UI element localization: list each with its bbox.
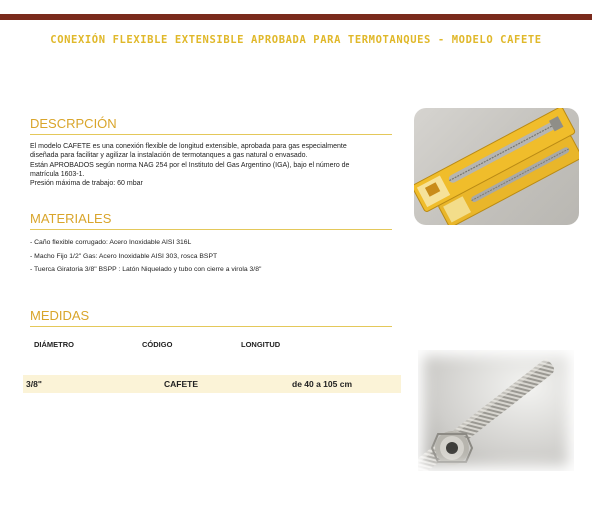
column-header-diameter: DIÁMETRO [34, 340, 74, 349]
measures-heading: MEDIDAS [30, 308, 90, 323]
column-header-code: CÓDIGO [142, 340, 173, 349]
product-package-photo [414, 108, 579, 225]
description-divider [30, 134, 392, 135]
description-line: Presión máxima de trabajo: 60 mbar [30, 180, 143, 188]
description-text [30, 142, 398, 188]
materials-divider [30, 229, 392, 230]
cell-length: de 40 a 105 cm [292, 379, 353, 389]
product-blister-pack-icon [414, 108, 579, 225]
header-bar [0, 14, 592, 20]
hose-closeup-photo [418, 350, 574, 471]
measures-divider [30, 326, 392, 327]
description-line: Están APROBADOS según norma NAG 254 por el Instituto del Gas Argentino (IGA), bajo el número de [30, 161, 350, 169]
cell-code: CAFETE [164, 379, 198, 389]
photo-vignette [418, 350, 574, 471]
description-heading: DESCRPCIÓN [30, 116, 117, 131]
cell-diameter: 3/8" [26, 379, 42, 389]
page-title: CONEXIÓN FLEXIBLE EXTENSIBLE APROBADA PARA TERMOTANQUES - MODELO CAFETE [50, 34, 542, 46]
materials-heading: MATERIALES [30, 211, 112, 226]
column-header-length: LONGITUD [241, 340, 281, 349]
description-line: El modelo CAFETE es una conexión flexible de longitud extensible, aprobada para gas especialmente [30, 143, 347, 150]
description-line: diseñada para facilitar y agilizar la instalación de termotanques a gas natural o envasado. [30, 152, 308, 160]
materials-list [30, 238, 398, 279]
materials-item: - Caño flexible corrugado: Acero Inoxidable AISI 316L [30, 239, 192, 246]
materials-item: - Tuerca Giratoria 3/8" BSPP : Latón Niquelado y tubo con cierre a virola 3/8" [30, 266, 262, 273]
materials-item: - Macho Fijo 1/2" Gas: Acero Inoxidable AISI 303, rosca BSPT [30, 252, 218, 260]
table-row [23, 375, 401, 393]
description-line: matrícula 1603-1. [30, 170, 85, 178]
